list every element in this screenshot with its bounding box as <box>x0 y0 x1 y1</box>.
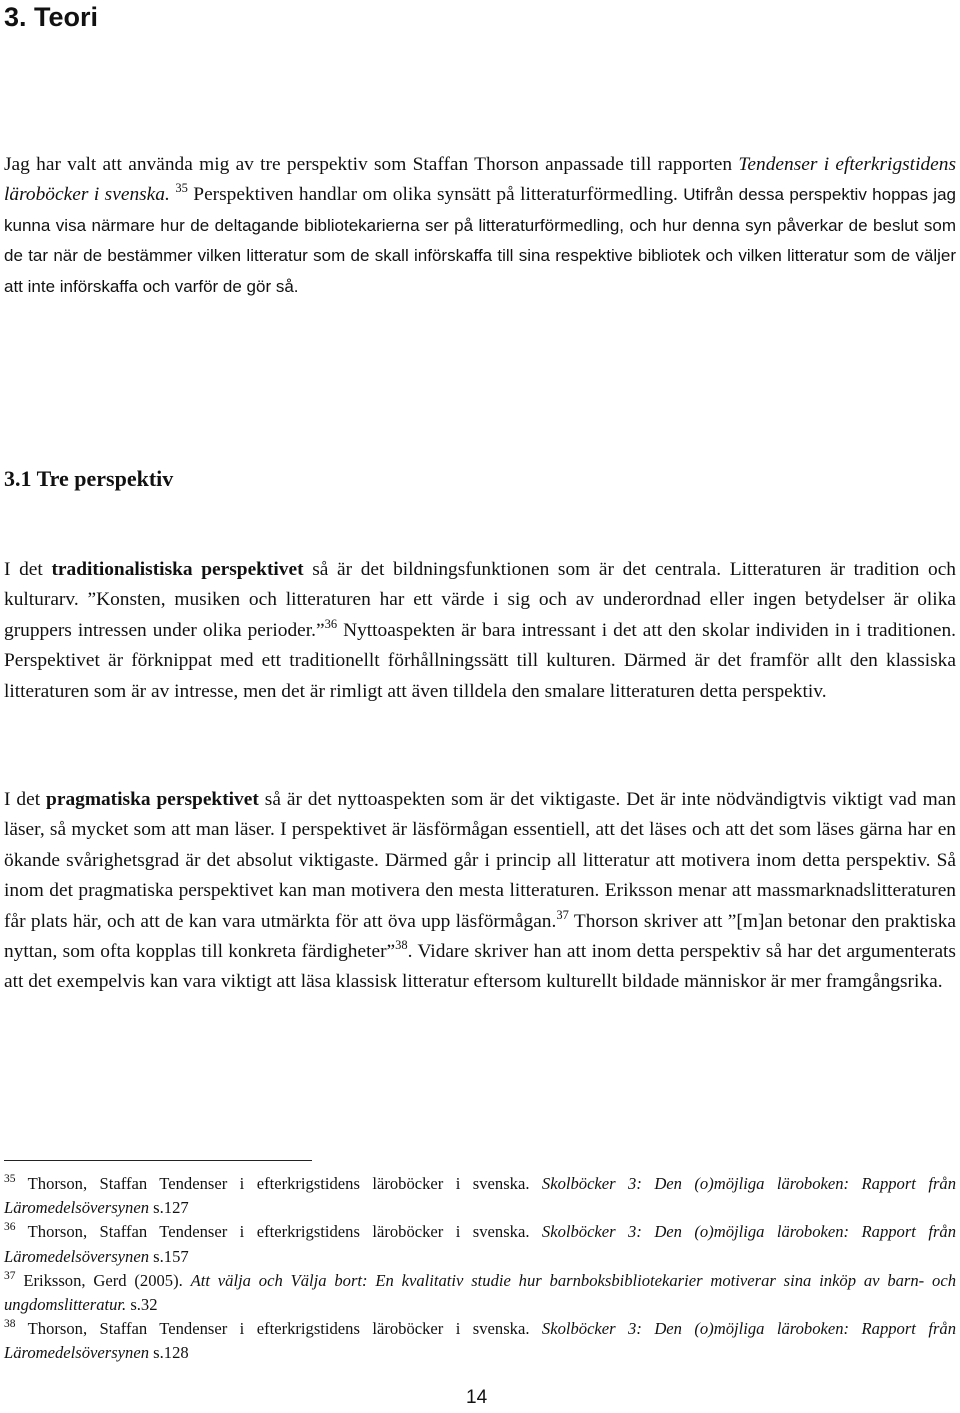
paragraph-lead: I det <box>4 559 52 580</box>
footnote-number: 35 <box>4 1173 16 1185</box>
paragraph-text: så är det bildningsfunktionen som är det centrala. Litteraturen är tradition och kulturarv. ”Konsten, musiken och litteraturen har ett värde i sig och av underordnad eller ingen betydelser är olika gruppers intressen under olika perioder.” <box>4 559 957 641</box>
intro-sentence: Jag har valt att använda mig av tre perspektiv som Staffan Thorson anpassade till rapporten <box>4 154 733 175</box>
footnote-number: 37 <box>4 1269 16 1282</box>
footnotes <box>4 1172 956 1366</box>
footnote-text: Thorson, Staffan Tendenser i efterkrigstidens läroböcker i svenska. <box>15 1174 542 1193</box>
footnote-page: s.157 <box>149 1246 189 1266</box>
paragraph-text: Thorson skriver att ”[m]an betonar den praktiska nyttan, som ofta kopplas till konkreta färdigheter” <box>4 910 956 963</box>
footnote-title: Skolböcker 3: Den (o)möjliga läroboken: Rapport från Läromedelsöversynen <box>4 1174 956 1218</box>
footnote <box>4 1172 956 1220</box>
footnote-separator <box>4 1160 312 1161</box>
footnote-ref[interactable]: 35 <box>175 181 188 196</box>
footnote-ref[interactable]: 38 <box>395 938 408 953</box>
footnote <box>4 1269 956 1317</box>
footnote-ref[interactable]: 36 <box>324 616 338 631</box>
footnote-title: Skolböcker 3: Den (o)möjliga läroboken: Rapport från Läromedelsöversynen <box>4 1319 956 1363</box>
footnote-ref[interactable]: 37 <box>556 907 569 922</box>
paragraph-text: Nyttoaspekten är bara intressant i det att den skolar individen in i traditionen. Perspektivet är förknippat med ett traditionellt förhållningssätt till kulturen. Därmed är det framför allt den klassiska litteraturen som är av intresse, men det är rimligt att även tilldela den smalare litteraturen detta perspektiv. <box>4 619 956 702</box>
intro-sentence: Perspektiven handlar om olika synsätt på litteraturförmedling. <box>187 184 678 206</box>
footnote-page: s.127 <box>149 1198 189 1218</box>
footnote-number: 36 <box>4 1221 16 1234</box>
page-number: 14 <box>466 1387 488 1408</box>
paragraph-lead: I det <box>4 789 47 810</box>
term-pragmatic: pragmatiska perspektivet <box>46 789 259 810</box>
footnote-text: Thorson, Staffan Tendenser i efterkrigstidens läroböcker i svenska. <box>15 1222 542 1242</box>
paragraph-text: . Vidare skriver han att inom detta perspektiv så har det argumenterats att det exempelvis kan vara viktigt att läsa klassisk litteratur eftersom kulturellt bildade människor är mer framgångsrika. <box>4 941 956 993</box>
footnote <box>4 1317 956 1365</box>
report-title: Tendenser i efterkrigstidens läroböcker i svenska. <box>4 154 957 206</box>
footnote-text: Thorson, Staffan Tendenser i efterkrigstidens läroböcker i svenska. <box>15 1319 542 1339</box>
chapter-title: 3. Teori <box>4 2 99 32</box>
footnote-page: s.128 <box>149 1343 189 1363</box>
traditionalist-paragraph <box>4 555 956 707</box>
footnote-number: 38 <box>4 1318 16 1331</box>
footnote-page: s.32 <box>126 1295 158 1315</box>
intro-paragraph <box>4 150 956 302</box>
paragraph-text: så är det nyttoaspekten som är det viktigaste. Det är inte nödvändigtvis viktigt vad man läser, så mycket som att man läser. I perspektivet är läsförmågan essentiell, att det läses och att det som läses gärna har en ökande svårighetsgrad är det absolut viktigaste. Därmed går i princip all litteratur att motivera inom detta perspektiv. Så inom det pragmatiska perspektivet kan man motivera den mesta litteraturen. Eriksson menar att massmarknadslitteraturen får plats här, och att de kan vara utmärkta för att öva upp läsförmågan. <box>4 789 957 932</box>
footnote-title: Skolböcker 3: Den (o)möjliga läroboken: Rapport från Läromedelsöversynen <box>4 1222 956 1266</box>
footnote-text: Eriksson, Gerd (2005). <box>15 1270 191 1290</box>
pragmatic-paragraph <box>4 785 956 998</box>
term-traditionalist: traditionalistiska perspektivet <box>51 559 304 580</box>
intro-sentence: Utifrån dessa perspektiv hoppas jag kunna visa närmare hur de deltagande bibliotekarierna ser på litteraturförmedling, och hur denna syn påverkar de beslut som de tar när de bestämmer vilken litteratur som de skall införskaffa till sina respektive bibliotek och vilken litteratur som de väljer att inte införskaffa och varför de gör så. <box>4 185 956 296</box>
section-title: 3.1 Tre perspektiv <box>4 466 174 491</box>
footnote-title: Att välja och Välja bort: En kvalitativ studie hur barnboksbibliotekarier motiverar sina inköp av barn- och ungdomslitteratur. <box>4 1270 956 1315</box>
footnote <box>4 1220 956 1268</box>
